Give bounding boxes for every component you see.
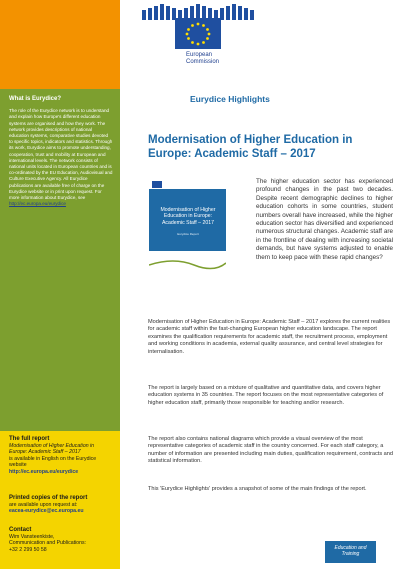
cover-eu-flag-icon [152, 181, 162, 188]
body-paragraph-1: Modernisation of Higher Education in Europe: Academic Staff – 2017 explores the current realities for academic staff within the fast-changing European higher education landscape. The report examines the qualification requirements for academic staff, the recruitment process, employment and working conditions in academia, external quality assurance, and central level strategies for internalisation. [148, 319, 391, 355]
contact-role: Communication and Publications: [9, 540, 86, 547]
sidebar-title: What is Eurydice? [9, 96, 62, 102]
full-report-block [9, 436, 113, 476]
contact-heading: Contact [9, 527, 32, 533]
org-line-1: European [186, 52, 213, 58]
printed-heading: Printed copies of the report [9, 495, 88, 501]
series-label: Eurydice Highlights [190, 94, 270, 104]
full-report-link[interactable]: http://ec.europa.eu/eurydice [9, 468, 79, 475]
report-cover-image [149, 180, 226, 287]
commission-name [186, 52, 219, 66]
full-report-title: Modernisation of Higher Education in Europe: Academic Staff – 2017 [9, 442, 95, 456]
sidebar-about [9, 96, 113, 207]
badge-line-2: Training [341, 551, 360, 557]
badge-line-1: Education and [334, 545, 367, 551]
orange-header-block [0, 0, 120, 89]
full-report-text: is available in English on the Eurydice website [9, 455, 97, 469]
org-line-2: Commission [186, 59, 220, 65]
cover-wave-graphic [149, 251, 226, 287]
printed-email[interactable]: eacea-eurydice@ec.europa.eu [9, 508, 84, 515]
body-paragraph-3: The report also contains national diagrams which provide a visual overview of the most representative categories of academic staff in the country concerned. For each staff category, a number of information are presented including main duties, qualification requirement, contracts and statistical information. [148, 436, 394, 465]
cover-subtitle: Eurydice Report [177, 232, 199, 236]
contact-name: Wim Vansteenkiste, [9, 533, 55, 540]
sidebar-link[interactable]: http://ec.europa.eu/eurydice [9, 201, 66, 207]
sidebar-body: The role of the Eurydice network is to understand and explain how Europe's different education systems are organised and how they work. The network provides descriptions of national education systems, comparative studies devoted to specific topics, indicators and statistics. Through its work, Eurydice aims to promote understanding, cooperation, trust and mobility at European and international levels. The network consists of national units located in European countries and is co-ordinated by the EU Education, Audiovisual and Culture Executive Agency. All Eurydice publications are available free of charge on the Eurydice website or in print upon request. For more information about Eurydice, see [9, 108, 113, 201]
contact-phone: +32 2 299 50 58 [9, 546, 47, 553]
eu-flag-icon [175, 18, 221, 49]
printed-text: are available upon request at: [9, 501, 78, 508]
cover-title: Modernisation of Higher Education in Europe: Academic Staff – 2017 [160, 207, 216, 226]
intro-paragraph: The higher education sector has experienced profound changes in the past two decades. Despite recent demographic declines to higher education cohorts in some countries, student numbers overall have increased, while the higher education sector has diversified and experienced numerous structural changes. Academic staff are in the frontline of dealing with increasing societal demands, but have systems adjusted to enable them to keep pace with these rapid changes? [256, 178, 393, 261]
body-paragraph-4: This 'Eurydice Highlights' provides a snapshot of some of the main findings of the report. [148, 486, 367, 492]
contact-block [9, 527, 113, 553]
education-training-badge [325, 541, 376, 563]
page-title: Modernisation of Higher Education in Europe: Academic Staff – 2017 [148, 134, 353, 160]
full-report-heading: The full report [9, 436, 50, 442]
printed-copies-block [9, 495, 113, 515]
body-paragraph-2: The report is largely based on a mixture of qualitative and quantitative data, and covers higher education systems in 35 countries. The report focuses on the most representative categories of higher education staff, primarily those responsible for teaching and/or research. [148, 385, 384, 406]
